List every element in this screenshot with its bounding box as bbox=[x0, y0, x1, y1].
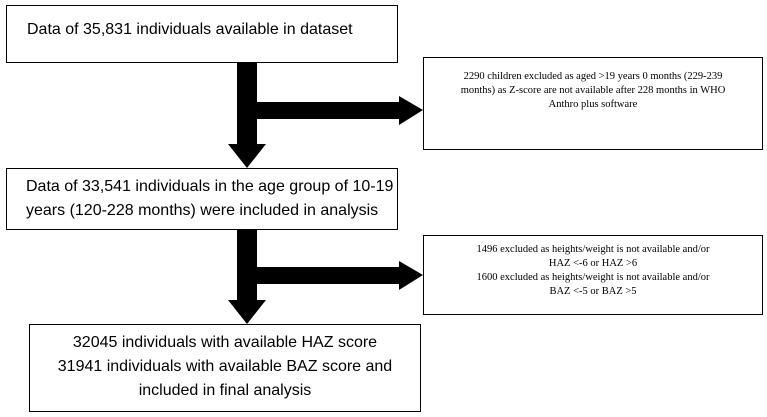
right-arrowhead-2 bbox=[399, 261, 423, 290]
total-dataset-text: Data of 35,831 individuals available in dataset bbox=[27, 21, 353, 38]
final-analysis-box bbox=[29, 324, 421, 412]
exclusion-baz-line-2: BAZ <-5 or BAZ >5 bbox=[549, 286, 637, 297]
right-arrowhead-1 bbox=[399, 96, 423, 125]
exclusion2-branch-shaft bbox=[257, 267, 401, 284]
exclusion-haz-line-1: 1496 excluded as heights/weight is not available and/or bbox=[476, 244, 710, 255]
exclusion-age-line-3: Anthro plus software bbox=[548, 99, 638, 110]
exclusion-age-text bbox=[461, 70, 726, 149]
exclusion-missing-box bbox=[423, 235, 763, 315]
exclusion-haz-line-2: HAZ <-6 or HAZ >6 bbox=[548, 258, 638, 269]
vertical-shaft-1 bbox=[237, 63, 257, 146]
vertical-shaft-2 bbox=[237, 230, 257, 302]
down-arrowhead-1 bbox=[228, 144, 266, 168]
exclusion-age-line-2: months) as Z-score are not available after 228 months in WHO bbox=[460, 85, 726, 96]
included-analysis-line-1: Data of 33,541 individuals in the age group of 10-19 bbox=[26, 178, 394, 195]
exclusion1-branch-shaft bbox=[257, 102, 401, 119]
exclusion-age-line-1: 2290 children excluded as aged >19 years 0 months (229-239 bbox=[463, 71, 723, 82]
exclusion-baz-line-1: 1600 excluded as heights/weight is not available and/or bbox=[476, 272, 710, 283]
included-analysis-box bbox=[6, 168, 398, 230]
final-included-line: included in final analysis bbox=[138, 382, 312, 399]
final-haz-line: 32045 individuals with available HAZ score bbox=[72, 334, 378, 351]
exclusion-age-box bbox=[423, 57, 763, 150]
final-baz-line: 31941 individuals with available BAZ score and bbox=[57, 358, 393, 375]
total-dataset-box bbox=[6, 5, 398, 63]
included-analysis-line-2: years (120-228 months) were included in analysis bbox=[26, 202, 379, 219]
down-arrowhead-2 bbox=[228, 300, 266, 324]
